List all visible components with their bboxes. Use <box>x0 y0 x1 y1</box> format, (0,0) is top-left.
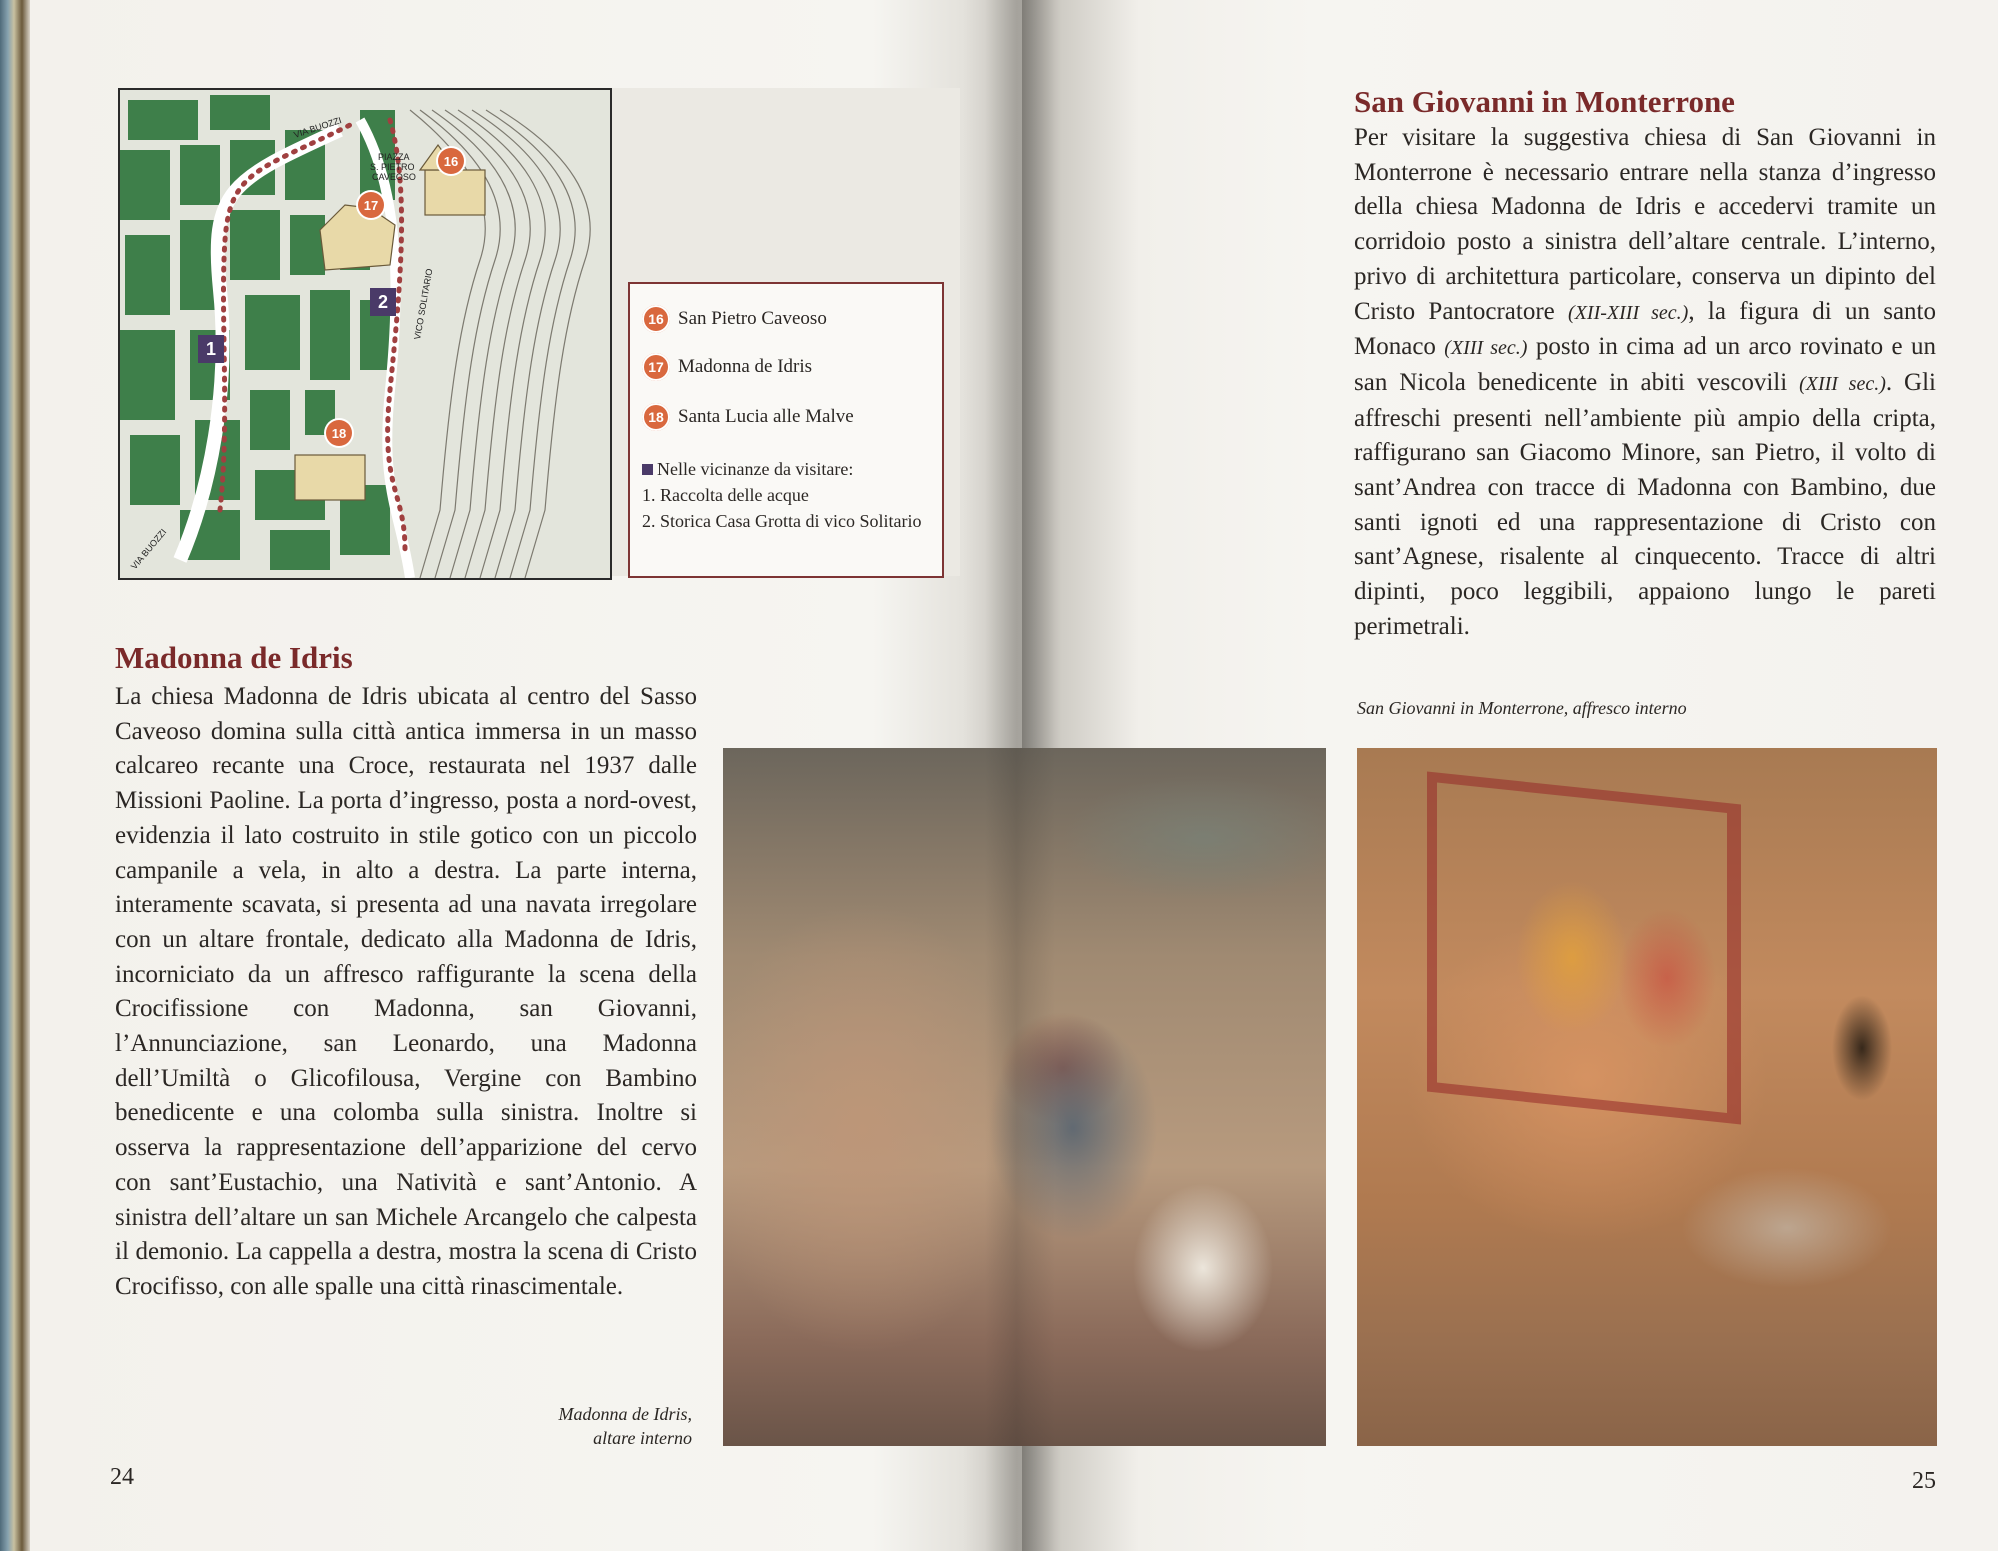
map-pin-16[interactable]: 16 <box>438 148 464 174</box>
svg-text:VIA BUOZZI: VIA BUOZZI <box>292 115 343 140</box>
legend-label: Santa Lucia alle Malve <box>678 406 854 427</box>
map-legend <box>628 282 944 578</box>
svg-text:VIA BUOZZI: VIA BUOZZI <box>128 526 169 572</box>
photo-caption-right: San Giovanni in Monterrone, affresco interno <box>1357 698 1687 718</box>
photo-caption-left <box>480 1402 692 1450</box>
area-map <box>118 88 612 580</box>
legend-note-title: Nelle vicinanze da visitare: <box>657 459 854 479</box>
section-heading-san-giovanni: San Giovanni in Monterrone <box>1354 84 1735 119</box>
photo-fresco-interior <box>1357 748 1937 1446</box>
article-body-right: Per visitare la suggestiva chiesa di San Giovanni in Monterrone è necessario entrare nella stanza d’ingresso della chiesa Madonna de Idris e accedervi tramite un corridoio posto a sinistra dell’altare centrale. L’interno, privo di architettura particolare, conserva un dipinto del Cristo Pantocratore (XII-XIII sec.), la figura di un santo Monaco (XIII sec.) posto in cima ad un arco rovinato e un san Nicola benedicente in abiti vescovili (XIII sec.). Gli affreschi presenti nell’ambiente più ampio della cripta, raffigurano san Giacomo Minore, san Pietro, il volto di sant’Andrea con tracce di Madonna con Bambino, due santi ignoti ed una rappresentazione di Cristo con sant’Agnese, risalente al cinquecento. Tracce di altri dipinti, poco leggibili, appaiono lungo le pareti perimetrali. <box>1354 124 1936 640</box>
square-marker-icon <box>642 464 653 475</box>
legend-item-16 <box>642 304 827 334</box>
number-badge: 16 <box>642 305 670 333</box>
svg-text:S. PIETRO: S. PIETRO <box>370 162 415 172</box>
legend-item-17 <box>642 352 812 382</box>
fresco-frame <box>1427 771 1741 1124</box>
caption-line: Madonna de Idris, <box>558 1404 692 1424</box>
svg-text:VICO SOLITARIO: VICO SOLITARIO <box>412 267 435 341</box>
legend-label: San Pietro Caveoso <box>678 308 827 329</box>
map-graphic <box>120 90 610 578</box>
legend-item-18 <box>642 402 854 432</box>
legend-note-item: 1. Raccolta delle acque <box>642 485 809 505</box>
svg-text:CAVEOSO: CAVEOSO <box>372 172 416 182</box>
number-badge: 17 <box>642 353 670 381</box>
page-number-left: 24 <box>110 1464 134 1490</box>
map-marker-2[interactable]: 2 <box>370 288 396 316</box>
section-heading-madonna-de-idris: Madonna de Idris <box>115 640 353 675</box>
photo-altar-interior <box>723 748 1326 1446</box>
map-marker-1[interactable]: 1 <box>198 335 224 363</box>
map-pin-18[interactable]: 18 <box>326 420 352 446</box>
page-number-right: 25 <box>1912 1468 1936 1494</box>
caption-line: altare interno <box>593 1428 692 1448</box>
legend-nearby-note <box>642 456 934 534</box>
svg-text:PIAZZA: PIAZZA <box>378 152 410 162</box>
legend-label: Madonna de Idris <box>678 356 813 377</box>
book-edge <box>0 0 30 1551</box>
legend-note-item: 2. Storica Casa Grotta di vico Solitario <box>642 511 922 531</box>
number-badge: 18 <box>642 403 670 431</box>
article-body-left: La chiesa Madonna de Idris ubicata al centro del Sasso Caveoso domina sulla città antica immersa in un masso calcareo recante una Croce, restaurata nel 1937 dalle Missioni Paoline. La porta d’ingresso, posta a nord-ovest, evidenzia il lato costruito in stile gotico con un piccolo campanile a vela, in alto a destra. La parte interna, interamente scavata, si presenta ad una navata irregolare con un altare frontale, dedicato alla Madonna de Idris, incorniciato da un affresco raffigurante la scena della Crocifissione con Madonna, san Giovanni, l’Annunciazione, san Leonardo, una Madonna dell’Umiltà o Glicofilousa, Vergine con Bambino benedicente e una colomba sulla sinistra. Inoltre si osserva la rappresentazione dell’apparizione del cervo con sant’Eustachio, una Natività e sant’Antonio. A sinistra dell’altare un san Michele Arcangelo che calpesta il demonio. La cappella a destra, mostra la scena di Cristo Crocifisso, con alle spalle una città rinascimentale. <box>115 683 697 1300</box>
map-pin-17[interactable]: 17 <box>358 192 384 218</box>
